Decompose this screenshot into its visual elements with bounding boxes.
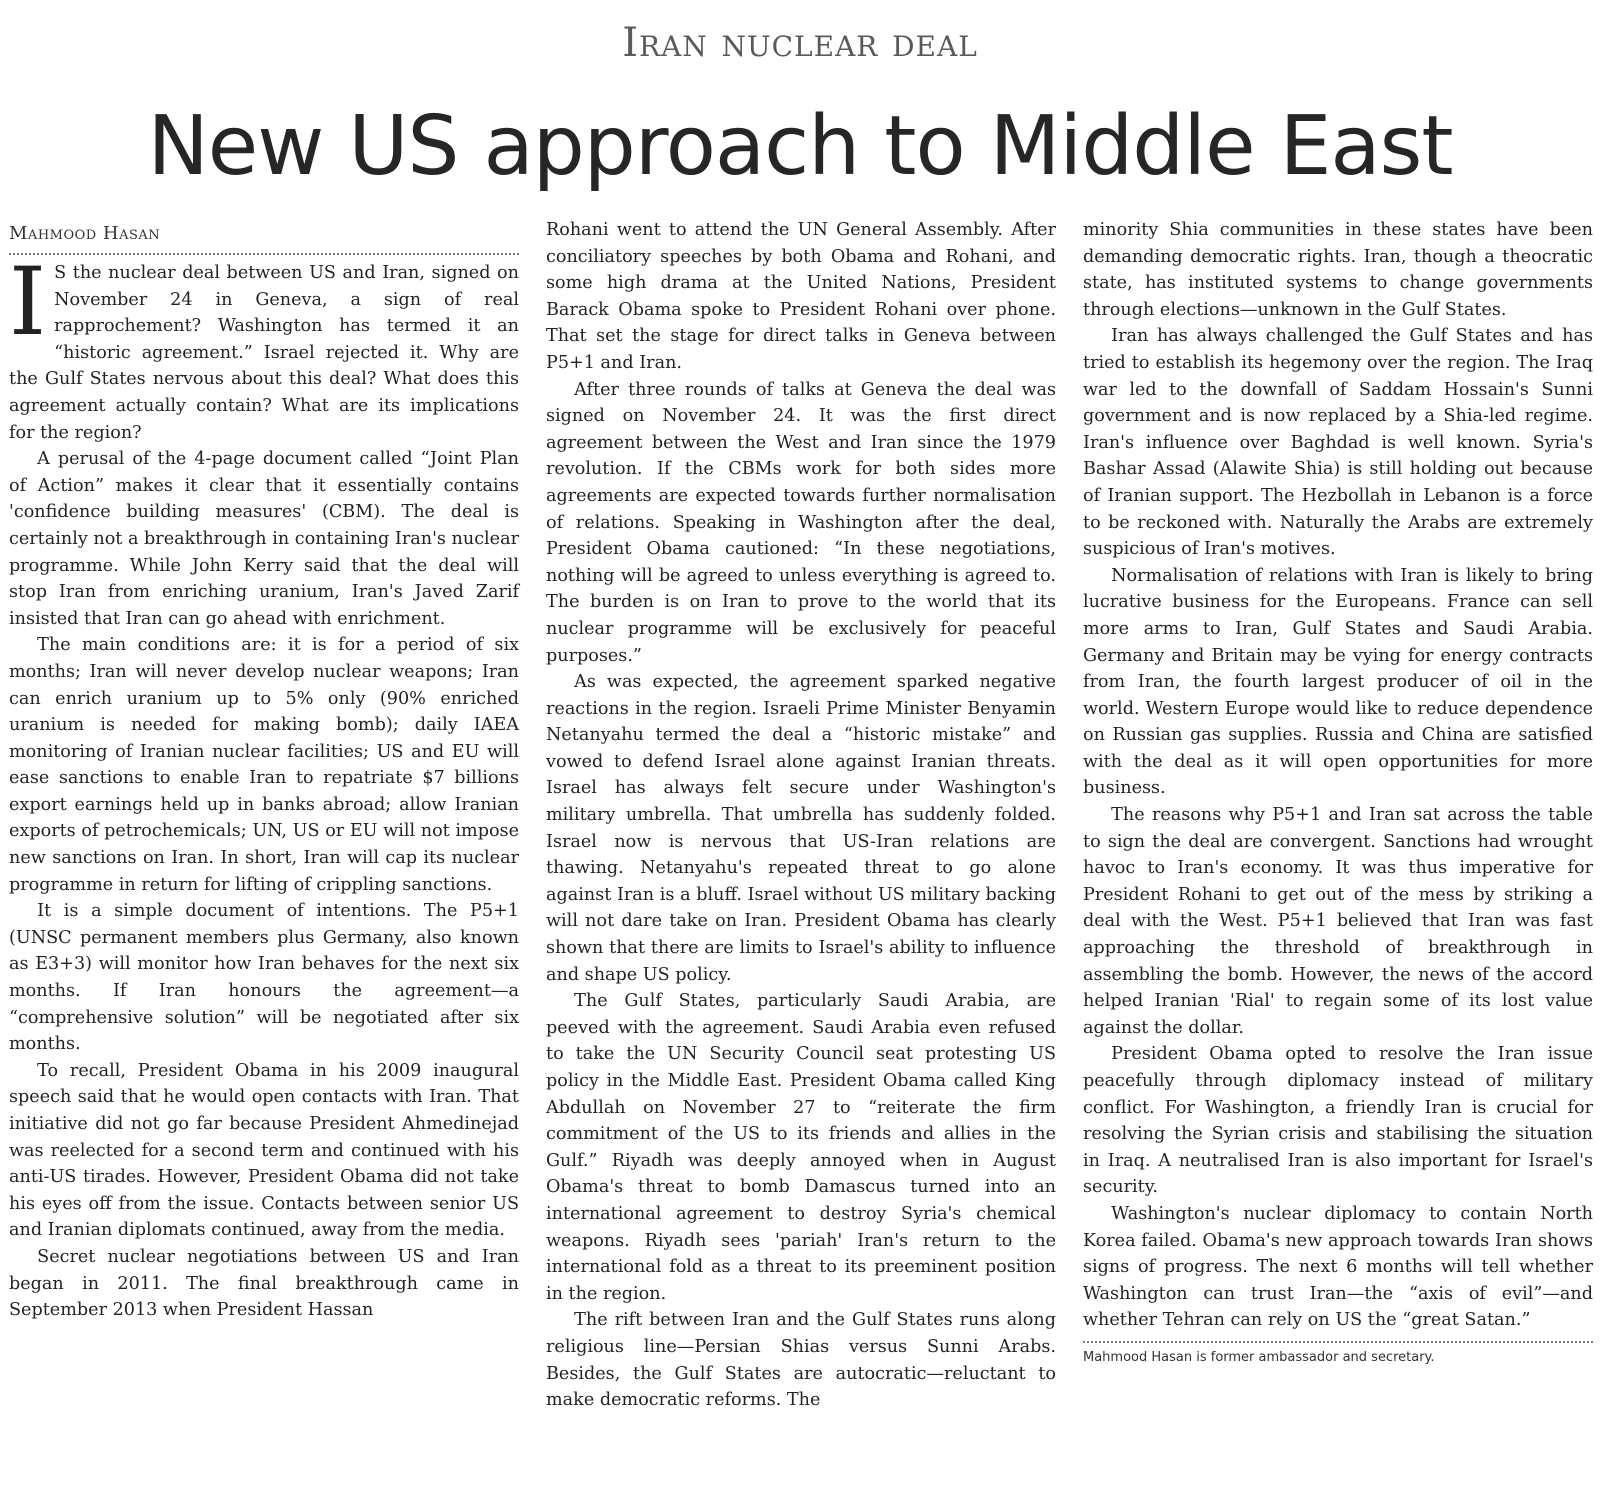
section-kicker: Iran nuclear deal (622, 20, 978, 66)
article-paragraph: The Gulf States, particularly Saudi Arabia, are peeved with the agreement. Saudi Arabia even refused to take the UN Security Council seat protesting US policy in the Middle East. President Obama called King Abdullah on November 27 to “reiterate the firm commitment of the US to its friends and allies in the Gulf.” Riyadh was deeply annoyed when in August Obama's threat to bomb Damascus turned into an international agreement to destroy Syria's chemical weapons. Riyadh sees 'pariah' Iran's return to the international fold as a threat to its preeminent position in the region. (546, 991, 1056, 1304)
article-paragraph: minority Shia communities in these states have been demanding democratic rights. Iran, though a theocratic state, has instituted systems to change governments through elections—unknown in the Gulf States. (1083, 220, 1593, 320)
article-paragraph: To recall, President Obama in his 2009 inaugural speech said that he would open contacts with Iran. That initiative did not go far because President Ahmedinejad was reelected for a second term and continued with his anti-US tirades. However, President Obama did not take his eyes off from the issue. Contacts between senior US and Iranian diplomats continued, away from the media. (9, 1060, 519, 1241)
article-paragraph: As was expected, the agreement sparked negative reactions in the region. Israeli Prime Minister Benyamin Netanyahu termed the deal a “historic mistake” and vowed to defend Israel alone against Iranian threats. Israel has always felt secure under Washington's military umbrella. That umbrella has suddenly folded. Israel now is nervous that US-Iran relations are thawing. Netanyahu's repeated threat to go alone against Iran is a bluff. Israel without US military backing will not dare take on Iran. President Obama has clearly shown that there are limits to Israel's ability to influence and shape US policy. (546, 672, 1056, 985)
article-paragraph: I S the nuclear deal between US and Iran, signed on November 24 in Geneva, a sign of real rapprochement? Washington has termed it an “historic agreement.” Israel rejected it. Why are the Gulf States nervous about this deal? What does this agreement actually contain? What are its implications for the region? (9, 248, 519, 443)
article-paragraph: The main conditions are: it is for a period of six months; Iran will never develop nuclear weapons; Iran can enrich uranium up to 5% only (90% enriched uranium is needed for making bomb); daily IAEA monitoring of Iranian nuclear facilities; US and EU will ease sanctions to enable Iran to repatriate $7 billions export earnings held up in banks abroad; allow Iranian exports of petrochemicals; UN, US or EU will not impose new sanctions on Iran. In short, Iran will cap its nuclear programme in return for lifting of crippling sanctions. (9, 635, 519, 895)
drop-cap: I (9, 248, 47, 357)
article-paragraph: The rift between Iran and the Gulf States runs along religious line—Persian Shias versus Sunni Arabs. Besides, the Gulf States are autocratic—reluctant to make democratic reforms. The (546, 1310, 1056, 1411)
article-paragraph: The reasons why P5+1 and Iran sat across the table to sign the deal are convergent. Sanctions had wrought havoc to Iran's economy. It was thus imperative for President Rohani to get out of the mess by striking a deal with the West. P5+1 believed that Iran was fast approaching the threshold of breakthrough in assembling the bomb. However, the news of the accord helped Iranian 'Rial' to regain some of its lost value against the dollar. (1083, 805, 1593, 1038)
article-paragraph: Washington's nuclear diplomacy to contain North Korea failed. Obama's new approach towards Iran shows signs of progress. The next 6 months will tell whether Washington can trust Iran—the “axis of evil”—and whether Tehran can rely on US the “great Satan.” (1083, 1203, 1593, 1331)
byline-divider (9, 253, 519, 255)
byline: Mahmood Hasan (9, 223, 161, 244)
article-column-2 (546, 217, 1056, 1414)
article-paragraph: Rohani went to attend the UN General Assembly. After conciliatory speeches by both Obama and Rohani, and some high drama at the United Nations, President Barack Obama spoke to President Rohani over phone. That set the stage for direct talks in Geneva between P5+1 and Iran. (546, 220, 1056, 373)
article-paragraph: Secret nuclear negotiations between US and Iran began in 2011. The final breakthrough came in September 2013 when President Hassan (9, 1246, 519, 1321)
article-paragraph: After three rounds of talks at Geneva the deal was signed on November 24. It was the first direct agreement between the West and Iran since the 1979 revolution. If the CBMs work for both sides more agreements are expected towards further normalisation of relations. Speaking in Washington after the deal, President Obama cautioned: “In these negotiations, nothing will be agreed to unless everything is agreed to. The burden is on Iran to prove to the world that its nuclear programme will be exclusively for peaceful purposes.” (546, 379, 1056, 666)
article-column-1 (9, 222, 519, 1324)
article-column-3 (1083, 217, 1593, 1368)
article-paragraph: It is a simple document of intentions. The P5+1 (UNSC permanent members plus Germany, also known as E3+3) will monitor how Iran behaves for the next six months. If Iran honours the agreement—a “comprehensive solution” will be negotiated after six months. (9, 901, 519, 1055)
author-note: Mahmood Hasan is former ambassador and secretary. (1083, 1349, 1435, 1365)
article-paragraph: President Obama opted to resolve the Iran issue peacefully through diplomacy instead of military conflict. For Washington, a friendly Iran is crucial for resolving the Syrian crisis and stabilising the situation in Iraq. A neutralised Iran is also important for Israel's security. (1083, 1044, 1593, 1198)
note-divider (1083, 1341, 1593, 1343)
article-paragraph: Normalisation of relations with Iran is likely to bring lucrative business for the Europeans. France can sell more arms to Iran, Gulf States and Saudi Arabia. Germany and Britain may be vying for energy contracts from Iran, the fourth largest producer of oil in the world. Western Europe would like to reduce dependence on Russian gas supplies. Russia and China are satisfied with the deal as it will open opportunities for more business. (1083, 565, 1593, 799)
headline: New US approach to Middle East (147, 99, 1453, 194)
article-paragraph: Iran has always challenged the Gulf States and has tried to establish its hegemony over the region. The Iraq war led to the downfall of Saddam Hossain's Sunni government and is now replaced by a Shia-led regime. Iran's influence over Baghdad is well known. Syria's Bashar Assad (Alawite Shia) is still holding out because of Iranian support. The Hezbollah in Lebanon is a force to be reckoned with. Naturally the Arabs are extremely suspicious of Iran's motives. (1083, 326, 1593, 560)
article-paragraph: A perusal of the 4-page document called “Joint Plan of Action” makes it clear that it essentially contains 'confidence building measures' (CBM). The deal is certainly not a breakthrough in containing Iran's nuclear programme. While John Kerry said that the deal will stop Iran from enriching uranium, Iran's Javed Zarif insisted that Iran can go ahead with enrichment. (9, 449, 519, 629)
